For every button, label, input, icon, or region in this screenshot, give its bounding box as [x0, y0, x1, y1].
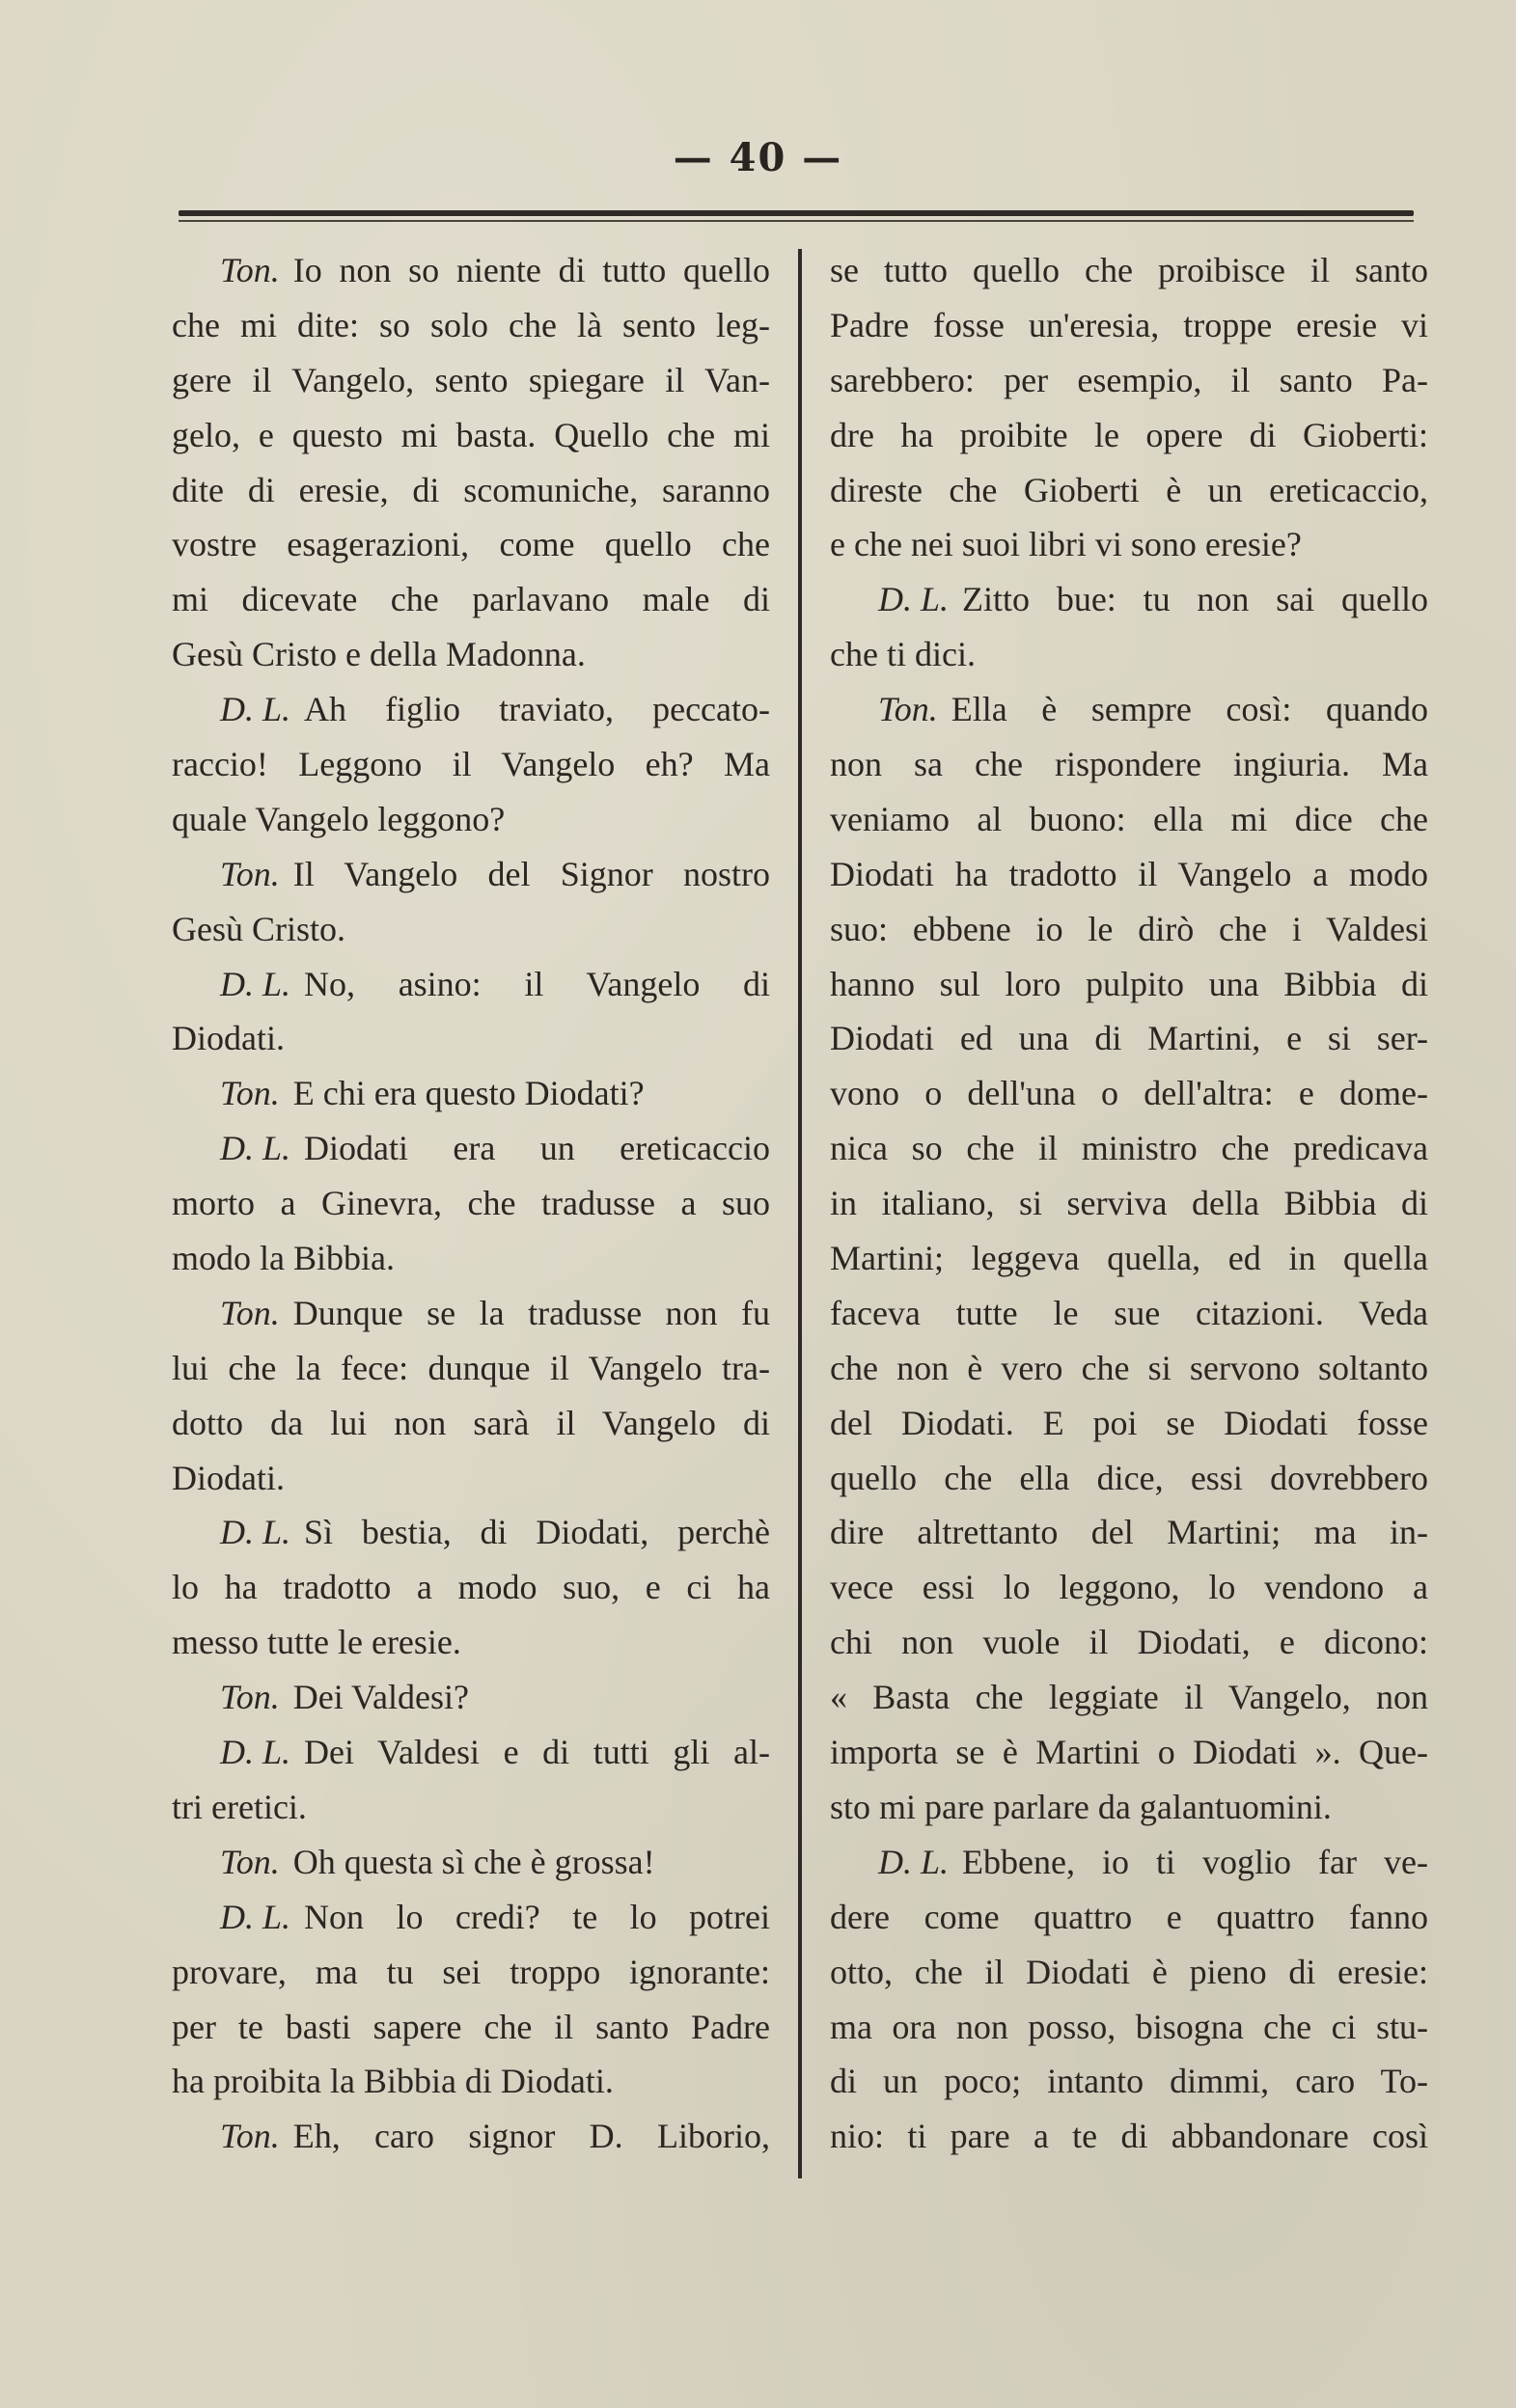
text-line: [172, 1615, 770, 1670]
line-text: E chi era questo Diodati?: [292, 1074, 645, 1113]
text-line: [172, 792, 770, 847]
text-line: [830, 847, 1428, 902]
speaker-label: D. L.: [878, 580, 950, 619]
text-line: [830, 682, 1428, 737]
speaker-label: D. L.: [220, 690, 291, 729]
text-line: [830, 1396, 1428, 1451]
line-text: suo: ebbene io le dirò che i Valdesi: [830, 909, 1428, 948]
line-text: lo ha tradotto a modo suo, e ci ha: [172, 1568, 770, 1607]
left-column: [172, 243, 770, 2164]
text-line: [830, 2054, 1428, 2109]
text-line: [172, 1341, 770, 1396]
line-text: modo la Bibbia.: [172, 1239, 395, 1278]
line-text: No, asino: il Vangelo di: [304, 964, 770, 1003]
text-line: [172, 1725, 770, 1780]
line-text: nica so che il ministro che predicava: [830, 1129, 1428, 1168]
text-line: [172, 1505, 770, 1560]
text-line: [172, 1011, 770, 1066]
line-text: otto, che il Diodati è pieno di eresie:: [830, 1952, 1428, 1991]
speaker-label: Ton.: [220, 251, 280, 289]
line-text: Gesù Cristo e della Madonna.: [172, 635, 586, 674]
text-line: [830, 2000, 1428, 2055]
line-text: in italiano, si serviva della Bibbia di: [830, 1184, 1428, 1223]
right-column: [830, 243, 1428, 2164]
text-line: [172, 1451, 770, 1506]
line-text: Ah figlio traviato, peccato-: [304, 690, 770, 729]
text-line: [172, 517, 770, 572]
line-text: e che nei suoi libri vi sono eresie?: [830, 525, 1302, 564]
line-text: Diodati era un ereticaccio: [304, 1129, 770, 1168]
text-line: [830, 1121, 1428, 1176]
text-line: [172, 353, 770, 408]
line-text: Oh questa sì che è grossa!: [292, 1842, 655, 1881]
text-line: [830, 353, 1428, 408]
line-text: quale Vangelo leggono?: [172, 799, 506, 838]
text-line: [830, 1286, 1428, 1341]
line-text: non sa che rispondere ingiuria. Ma: [830, 745, 1428, 784]
header-rule-thin: [179, 220, 1414, 222]
speaker-label: D. L.: [220, 1129, 291, 1168]
speaker-label: Ton.: [220, 1678, 280, 1717]
text-line: [830, 2109, 1428, 2164]
line-text: gere il Vangelo, sento spiegare il Van-: [172, 360, 770, 399]
text-line: [172, 1835, 770, 1890]
line-text: dire altrettanto del Martini; ma in-: [830, 1513, 1428, 1552]
line-text: ha proibita la Bibbia di Diodati.: [172, 2062, 614, 2101]
text-line: [830, 1725, 1428, 1780]
text-line: [172, 1780, 770, 1835]
line-text: importa se è Martini o Diodati ». Que-: [830, 1733, 1428, 1772]
line-text: chi non vuole il Diodati, e dicono:: [830, 1623, 1428, 1662]
text-line: [830, 792, 1428, 847]
line-text: del Diodati. E poi se Diodati fosse: [830, 1403, 1428, 1442]
page-number: — 40 —: [673, 135, 843, 180]
line-text: lui che la fece: dunque il Vangelo tra-: [172, 1348, 770, 1387]
text-line: [830, 1451, 1428, 1506]
line-text: dere come quattro e quattro fanno: [830, 1897, 1428, 1936]
text-line: [830, 902, 1428, 957]
line-text: dre ha proibite le opere di Gioberti:: [830, 415, 1428, 454]
text-line: [830, 1890, 1428, 1945]
line-text: vece essi lo leggono, lo vendono a: [830, 1568, 1428, 1607]
line-text: Martini; leggeva quella, ed in quella: [830, 1239, 1428, 1278]
line-text: sto mi pare parlare da galantuomini.: [830, 1787, 1332, 1826]
column-divider: [798, 249, 802, 2178]
line-text: Diodati ed una di Martini, e si ser-: [830, 1019, 1428, 1058]
line-text: Zitto bue: tu non sai quello: [962, 580, 1428, 619]
text-line: [172, 1396, 770, 1451]
line-text: Dei Valdesi?: [292, 1678, 470, 1717]
line-text: raccio! Leggono il Vangelo eh? Ma: [172, 745, 770, 784]
line-text: mi dicevate che parlavano male di: [172, 580, 770, 619]
line-text: Gesù Cristo.: [172, 909, 345, 948]
text-line: [830, 1615, 1428, 1670]
text-line: [172, 243, 770, 298]
line-text: messo tutte le eresie.: [172, 1623, 461, 1662]
text-line: [172, 572, 770, 627]
line-text: faceva tutte le sue citazioni. Veda: [830, 1293, 1428, 1332]
line-text: Ella è sempre così: quando: [951, 690, 1428, 729]
text-line: [172, 298, 770, 353]
text-line: [830, 1011, 1428, 1066]
line-text: Io non so niente di tutto quello: [292, 251, 770, 289]
text-line: [830, 1560, 1428, 1615]
text-line: [830, 1505, 1428, 1560]
speaker-label: D. L.: [878, 1842, 950, 1881]
speaker-label: Ton.: [220, 1074, 280, 1113]
text-line: [830, 1835, 1428, 1890]
text-line: [830, 463, 1428, 518]
text-line: [830, 1066, 1428, 1121]
text-line: [830, 298, 1428, 353]
text-line: [172, 1890, 770, 1945]
text-line: [172, 2109, 770, 2164]
header-rule: [179, 210, 1414, 216]
line-text: gelo, e questo mi basta. Quello che mi: [172, 415, 770, 454]
text-line: [172, 902, 770, 957]
line-text: Sì bestia, di Diodati, perchè: [304, 1513, 770, 1552]
speaker-label: Ton.: [878, 690, 938, 729]
line-text: « Basta che leggiate il Vangelo, non: [830, 1678, 1428, 1717]
speaker-label: D. L.: [220, 1513, 291, 1552]
line-text: Dei Valdesi e di tutti gli al-: [304, 1733, 770, 1772]
speaker-label: D. L.: [220, 1733, 291, 1772]
line-text: provare, ma tu sei troppo ignorante:: [172, 1952, 770, 1991]
line-text: morto a Ginevra, che tradusse a suo: [172, 1184, 770, 1223]
speaker-label: D. L.: [220, 964, 291, 1003]
speaker-label: Ton.: [220, 1293, 280, 1332]
text-line: [172, 2000, 770, 2055]
speaker-label: Ton.: [220, 1842, 280, 1881]
line-text: che ti dici.: [830, 635, 976, 674]
text-line: [172, 627, 770, 682]
text-line: [172, 957, 770, 1012]
text-line: [172, 1945, 770, 2000]
line-text: se tutto quello che proibisce il santo: [830, 251, 1428, 289]
text-line: [172, 1286, 770, 1341]
line-text: di un poco; intanto dimmi, caro To-: [830, 2062, 1428, 2101]
text-line: [830, 1945, 1428, 2000]
line-text: Ebbene, io ti voglio far ve-: [962, 1842, 1428, 1881]
text-line: [172, 1121, 770, 1176]
text-line: [172, 682, 770, 737]
text-line: [172, 1066, 770, 1121]
text-line: [172, 463, 770, 518]
text-line: [830, 627, 1428, 682]
speaker-label: D. L.: [220, 1897, 291, 1936]
text-line: [172, 2054, 770, 2109]
line-text: Dunque se la tradusse non fu: [292, 1293, 770, 1332]
text-line: [830, 737, 1428, 792]
line-text: Diodati.: [172, 1019, 285, 1058]
text-line: [830, 243, 1428, 298]
line-text: vono o dell'una o dell'altra: e dome-: [830, 1074, 1428, 1113]
text-line: [172, 847, 770, 902]
line-text: Padre fosse un'eresia, troppe eresie vi: [830, 305, 1428, 344]
text-line: [172, 737, 770, 792]
line-text: che non è vero che si servono soltanto: [830, 1348, 1428, 1387]
text-line: [830, 1670, 1428, 1725]
text-line: [830, 572, 1428, 627]
text-line: [830, 1341, 1428, 1396]
text-line: [830, 1176, 1428, 1231]
speaker-label: Ton.: [220, 2117, 280, 2156]
line-text: tri eretici.: [172, 1787, 307, 1826]
text-line: [830, 1780, 1428, 1835]
line-text: Il Vangelo del Signor nostro: [292, 854, 770, 893]
text-line: [172, 1560, 770, 1615]
line-text: Non lo credi? te lo potrei: [304, 1897, 770, 1936]
text-line: [172, 1176, 770, 1231]
line-text: hanno sul loro pulpito una Bibbia di: [830, 964, 1428, 1003]
speaker-label: Ton.: [220, 854, 280, 893]
line-text: sarebbero: per esempio, il santo Pa-: [830, 360, 1428, 399]
text-line: [172, 408, 770, 463]
line-text: Eh, caro signor D. Liborio,: [292, 2117, 770, 2156]
line-text: per te basti sapere che il santo Padre: [172, 2007, 770, 2046]
text-line: [830, 957, 1428, 1012]
text-line: [172, 1231, 770, 1286]
line-text: vostre esagerazioni, come quello che: [172, 525, 770, 564]
line-text: quello che ella dice, essi dovrebbero: [830, 1458, 1428, 1497]
line-text: che mi dite: so solo che là sento leg-: [172, 305, 770, 344]
line-text: dite di eresie, di scomuniche, saranno: [172, 470, 770, 509]
line-text: dotto da lui non sarà il Vangelo di: [172, 1403, 770, 1442]
text-line: [172, 1670, 770, 1725]
text-line: [830, 1231, 1428, 1286]
line-text: direste che Gioberti è un ereticaccio,: [830, 470, 1428, 509]
line-text: Diodati.: [172, 1458, 285, 1497]
text-line: [830, 517, 1428, 572]
line-text: nio: ti pare a te di abbandonare così: [830, 2117, 1428, 2156]
line-text: Diodati ha tradotto il Vangelo a modo: [830, 854, 1428, 893]
line-text: veniamo al buono: ella mi dice che: [830, 799, 1428, 838]
text-line: [830, 408, 1428, 463]
line-text: ma ora non posso, bisogna che ci stu-: [830, 2007, 1428, 2046]
